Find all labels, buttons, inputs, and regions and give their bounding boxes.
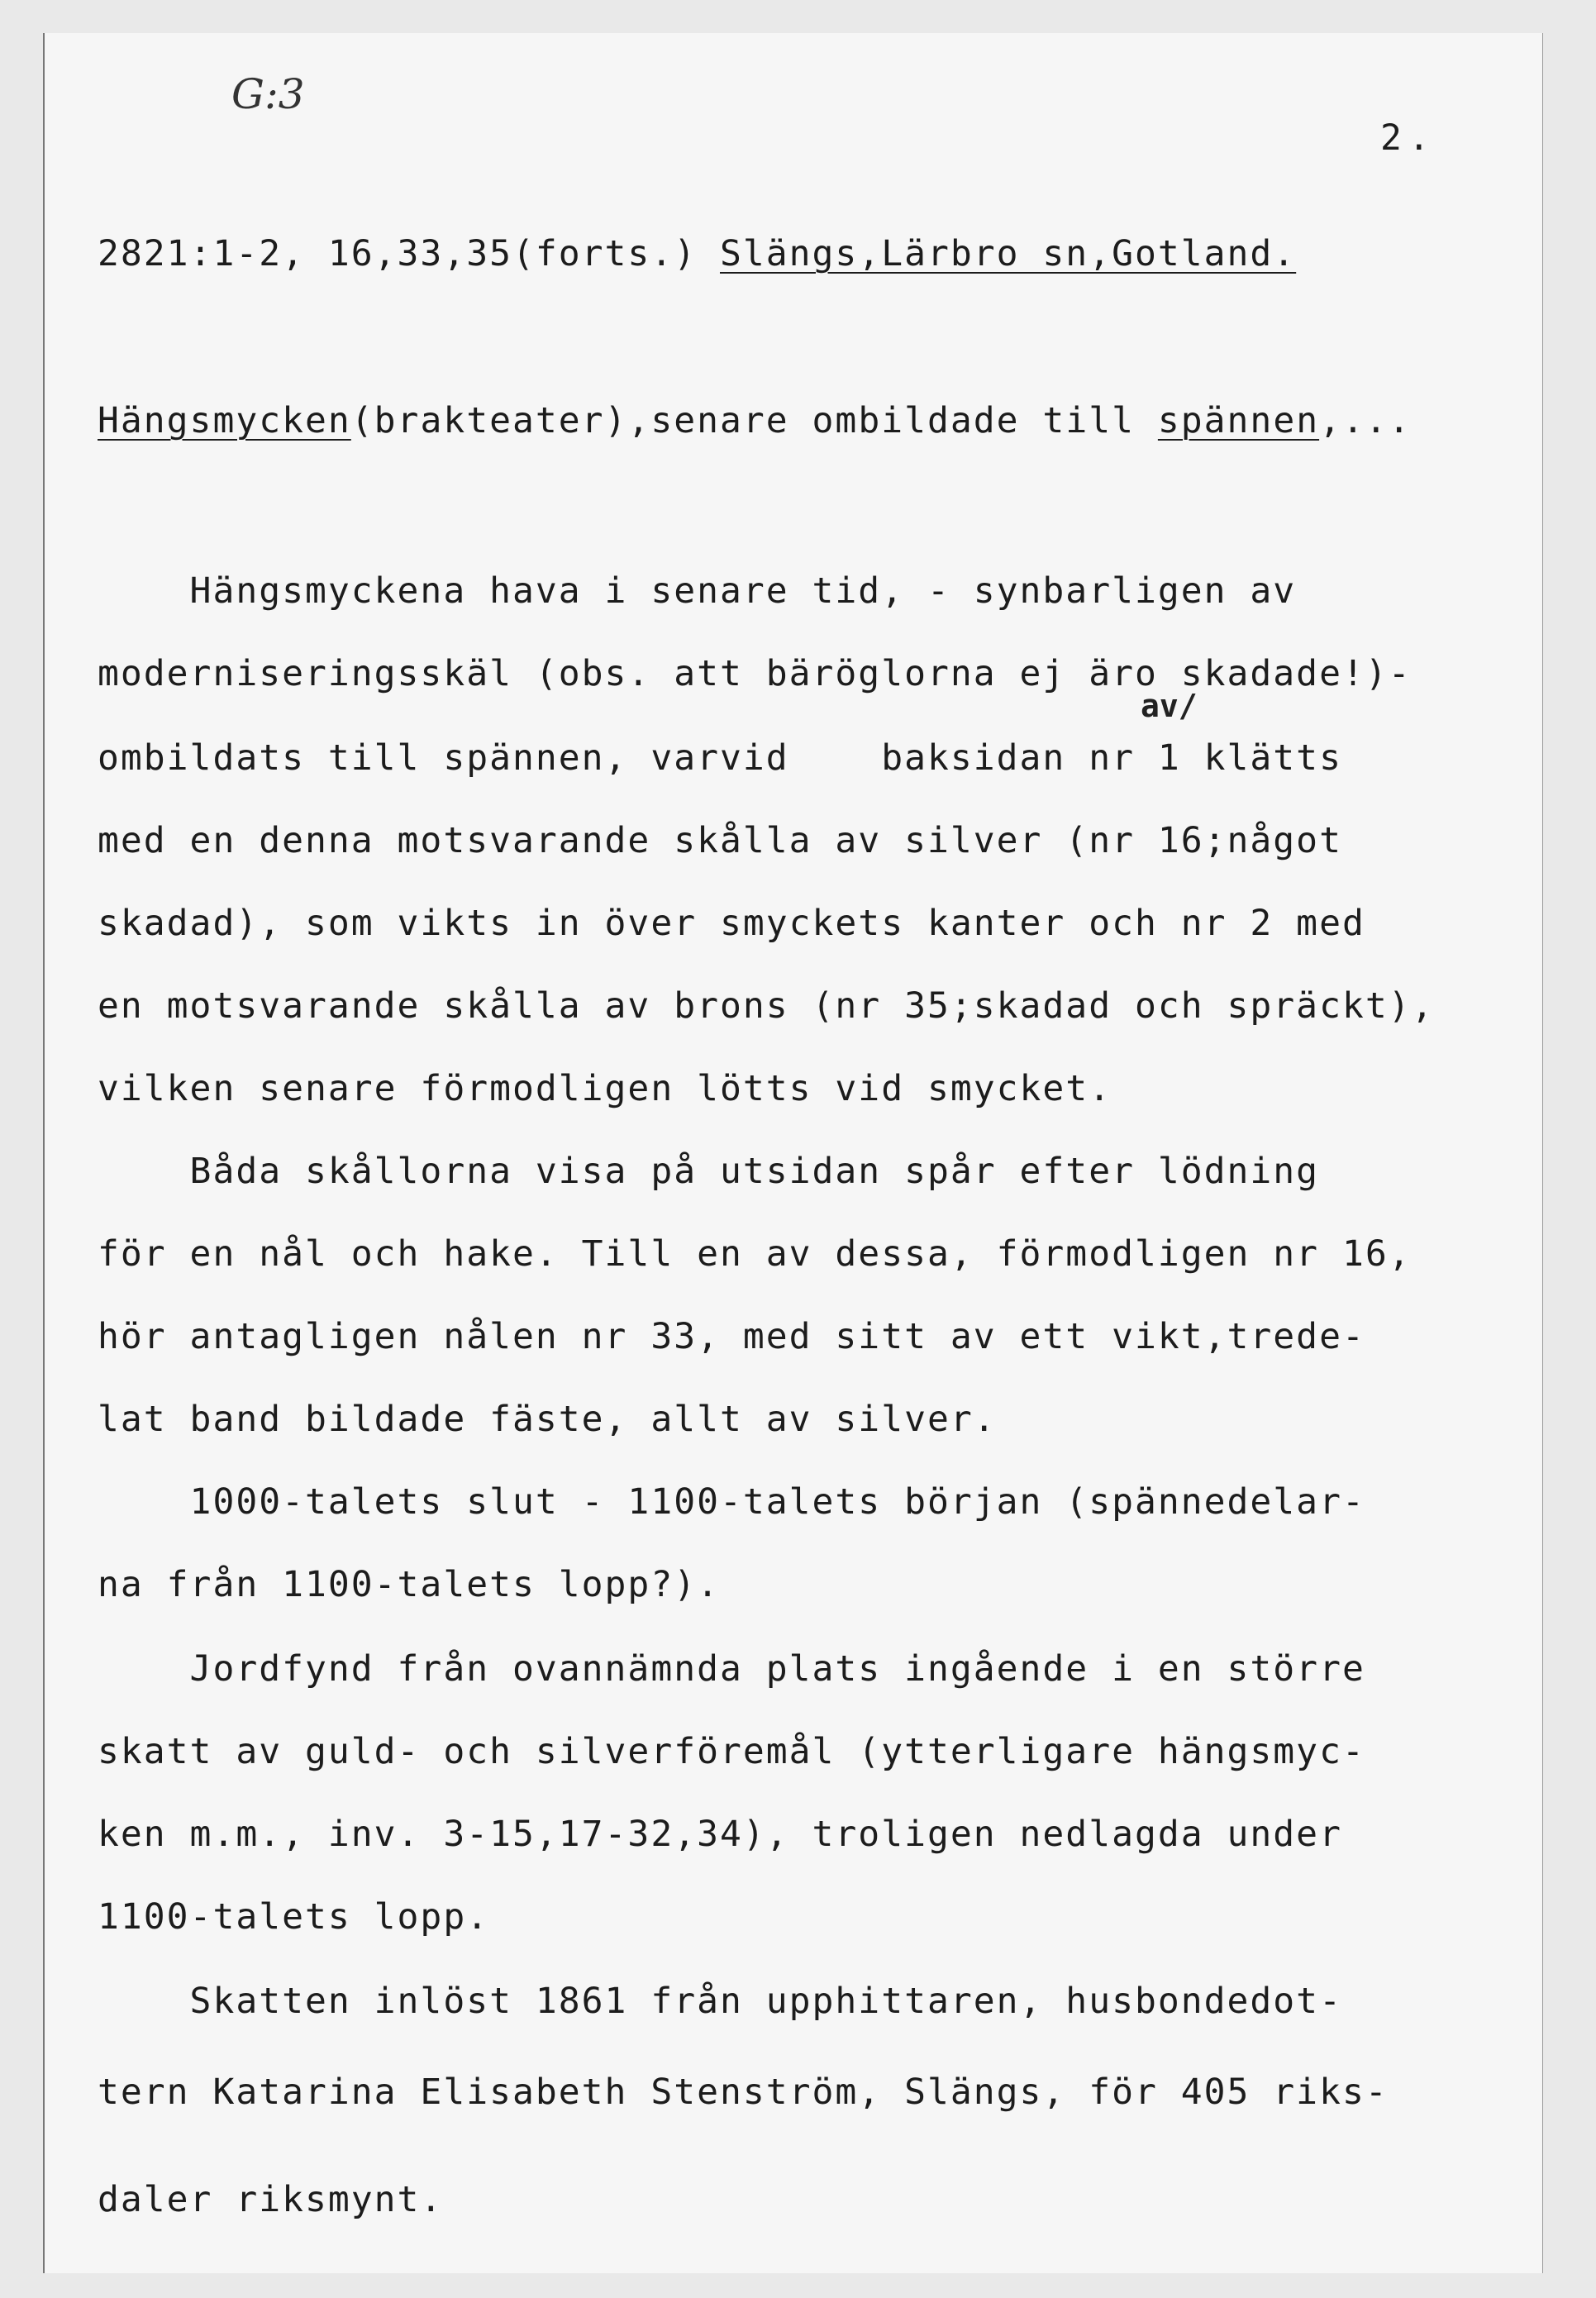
catalog-numbers: 2821:1-2, 16,33,35(forts.) [98, 233, 720, 274]
body-line: 1000-talets slut - 1100-talets början (spännedelar- [98, 1481, 1365, 1523]
subject-term: Hängsmycken [98, 400, 351, 441]
body-line: Jordfynd från ovannämnda plats ingående i en större [98, 1648, 1365, 1690]
body-line: ken m.m., inv. 3-15,17-32,34), troligen nedlagda under [98, 1814, 1342, 1855]
subject-ellipsis: ,... [1319, 400, 1412, 441]
body-line: Hängsmyckena hava i senare tid, - synbarligen av [98, 570, 1297, 612]
find-place: Slängs,Lärbro sn,Gotland. [719, 233, 1297, 274]
subject-term-2: spännen [1157, 400, 1320, 441]
body-line: lat band bildade fäste, allt av silver. [98, 1399, 997, 1440]
body-line: för en nål och hake. Till en av dessa, förmodligen nr 16, [98, 1233, 1412, 1275]
body-line: tern Katarina Elisabeth Stenström, Slängs, för 405 riks- [98, 2072, 1389, 2113]
body-line: daler riksmynt. [98, 2179, 444, 2220]
body-line: Båda skållorna visa på utsidan spår efter lödning [98, 1151, 1320, 1192]
body-line: med en denna motsvarande skålla av silver (nr 16;något [98, 820, 1342, 861]
body-line: skatt av guld- och silverföremål (ytterligare hängsmyc- [98, 1731, 1365, 1772]
body-line: moderniseringsskäl (obs. att bäröglorna ej äro skadade!)- [98, 653, 1412, 694]
body-line: na från 1100-talets lopp?). [98, 1564, 720, 1605]
catalog-header [98, 233, 1296, 274]
body-line: ombildats till spännen, varvid baksidan nr 1 klätts [98, 737, 1342, 779]
body-line: hör antagligen nålen nr 33, med sitt av ett vikt,trede- [98, 1316, 1365, 1357]
body-line: Skatten inlöst 1861 från upphittaren, husbondedot- [98, 1981, 1342, 2022]
handwritten-insertion: av/ [1141, 688, 1198, 724]
subject-line [98, 400, 1412, 441]
page-number: 2. [1380, 117, 1436, 159]
subject-description: (brakteater),senare ombildade till [350, 400, 1158, 441]
body-line: en motsvarande skålla av brons (nr 35;skadad och spräckt), [98, 985, 1435, 1027]
pencil-annotation: G:3 [231, 70, 305, 118]
body-line: skadad), som vikts in över smyckets kanter och nr 2 med [98, 903, 1365, 944]
body-line: 1100-talets lopp. [98, 1896, 490, 1938]
body-line: vilken senare förmodligen lötts vid smycket. [98, 1068, 1112, 1109]
